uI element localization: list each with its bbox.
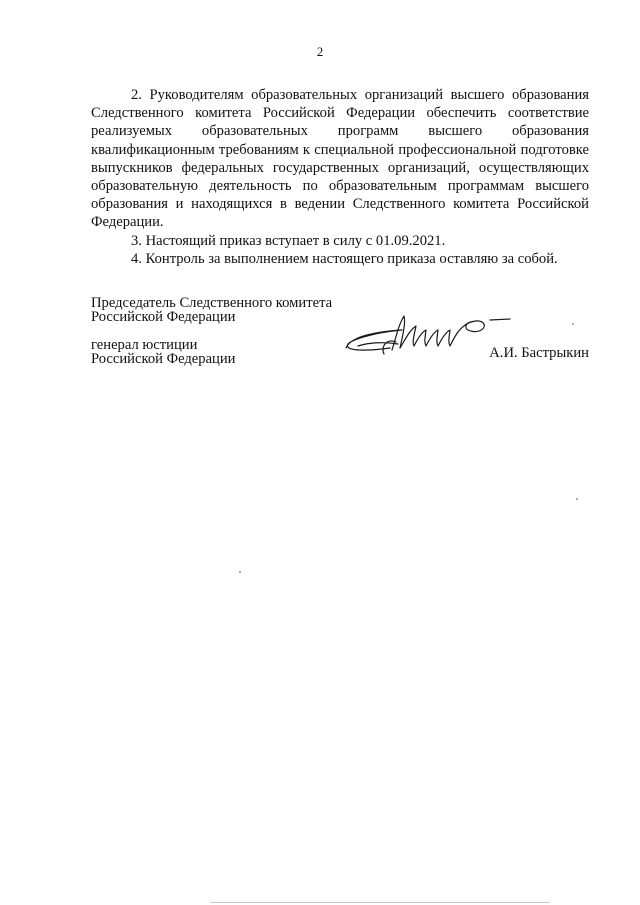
signer-position-line1: Председатель Следственного комитета xyxy=(91,295,333,311)
page-number: 2 xyxy=(316,44,324,59)
paragraph-2: 2. Руководителям образовательных организаций высшего образования Следственного комитета Российской Федерации обеспечить соответствие реализуемых образовательных программ высшего образования квалификационным требованиям к специальной профессиональной подготовке выпускников федеральных государственных организаций, осуществляющих образовательную деятельность по образовательным программам высшего образования и находящихся в ведении Следственного комитета Российской Федерации. xyxy=(91,87,589,231)
paragraph-3: 3. Настоящий приказ вступает в силу с 01.09.2021. xyxy=(131,232,446,249)
scan-bottom-edge xyxy=(210,902,550,903)
paragraph-4: 4. Контроль за выполнением настоящего приказа оставляю за собой. xyxy=(131,250,558,267)
scan-speck xyxy=(572,323,574,325)
signer-rank-line2: Российской Федерации xyxy=(91,351,236,367)
signer-rank-line1: генерал юстиции xyxy=(91,337,198,353)
signer-position-line2: Российской Федерации xyxy=(91,309,236,325)
handwritten-signature xyxy=(340,308,540,364)
scan-speck xyxy=(239,571,241,573)
document-body xyxy=(91,86,589,268)
scan-speck xyxy=(576,498,578,500)
signer-name: А.И. Бастрыкин xyxy=(489,345,589,361)
